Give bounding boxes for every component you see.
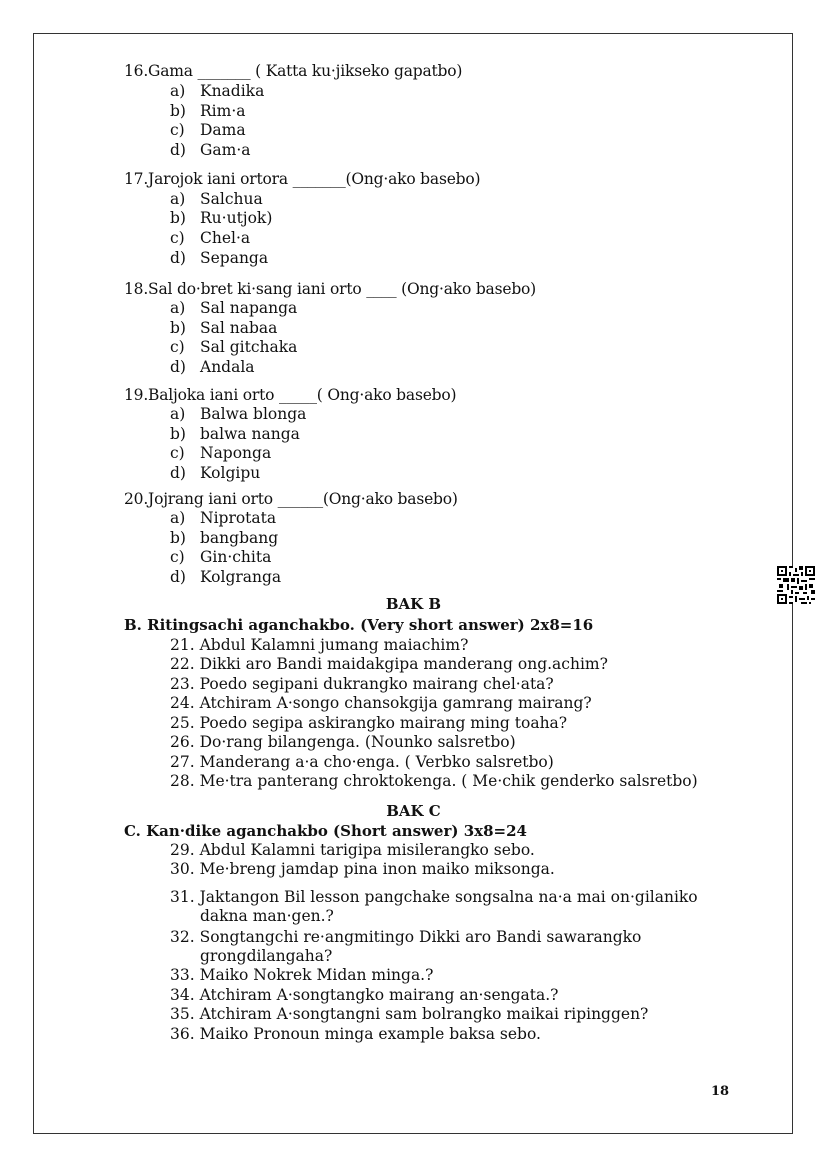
question-30: 30. Me·breng jamdap pina inon maiko miksonga. <box>170 860 555 878</box>
bak-b-title: BAK B <box>385 595 442 613</box>
question-31: 31. Jaktangon Bil lesson pangchake songsalna na·a mai on·gilaniko <box>170 888 698 906</box>
question-34: 34. Atchiram A·songtangko mairang an·sengata.? <box>170 986 559 1004</box>
qr-code-icon <box>777 566 815 604</box>
question-31-cont: dakna man·gen.? <box>200 907 334 925</box>
question-19: 19.Baljoka iani orto _____( Ong·ako basebo) <box>124 386 457 404</box>
question-28: 28. Me·tra panterang chroktokenga. ( Me·chik genderko salsretbo) <box>170 772 698 790</box>
question-18: 18.Sal do·bret ki·sang iani orto ____ (Ong·ako basebo) <box>124 280 537 298</box>
question-36: 36. Maiko Pronoun minga example baksa sebo. <box>170 1025 541 1043</box>
question-32-cont: grongdilangaha? <box>200 947 333 965</box>
question-24: 24. Atchiram A·songo chansokgija gamrang mairang? <box>170 694 592 712</box>
question-26: 26. Do·rang bilangenga. (Nounko salsretbo) <box>170 733 516 751</box>
question-25: 25. Poedo segipa askirangko mairang ming toaha? <box>170 714 568 732</box>
question-20: 20.Jojrang iani orto ______(Ong·ako basebo) <box>124 490 458 508</box>
question-29: 29. Abdul Kalamni tarigipa misilerangko sebo. <box>170 841 535 859</box>
question-16: 16.Gama _______ ( Katta ku·jikseko gapatbo) <box>124 62 463 80</box>
bak-c-title: BAK C <box>386 802 441 820</box>
question-21: 21. Abdul Kalamni jumang maiachim? <box>170 636 469 654</box>
question-22: 22. Dikki aro Bandi maidakgipa manderang ong.achim? <box>170 655 608 673</box>
question-17: 17.Jarojok iani ortora _______(Ong·ako basebo) <box>124 170 481 188</box>
page-number: 18 <box>711 1084 730 1099</box>
question-33: 33. Maiko Nokrek Midan minga.? <box>170 966 434 984</box>
section-c-heading: C. Kan·dike aganchakbo (Short answer) 3x8=24 <box>124 822 527 840</box>
section-b-heading: B. Ritingsachi aganchakbo. (Very short answer) 2x8=16 <box>124 616 594 634</box>
question-27: 27. Manderang a·a cho·enga. ( Verbko salsretbo) <box>170 753 554 771</box>
question-35: 35. Atchiram A·songtangni sam bolrangko maikai ripinggen? <box>170 1005 649 1023</box>
question-23: 23. Poedo segipani dukrangko mairang chel·ata? <box>170 675 554 693</box>
question-32: 32. Songtangchi re·angmitingo Dikki aro Bandi sawarangko <box>170 928 642 946</box>
